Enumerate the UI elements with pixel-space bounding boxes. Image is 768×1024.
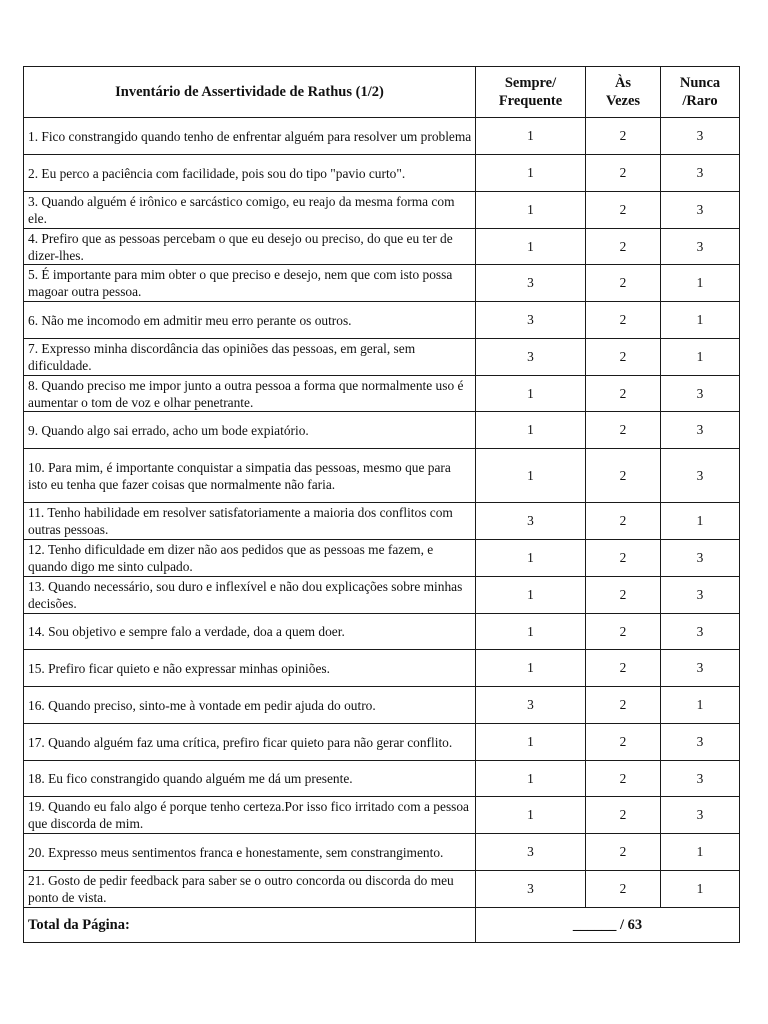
score-nunca: 1: [661, 871, 740, 908]
score-as-vezes: 2: [586, 229, 661, 265]
question-text: 2. Eu perco a paciência com facilidade, pois sou do tipo "pavio curto".: [24, 155, 476, 192]
score-as-vezes: 2: [586, 376, 661, 412]
score-as-vezes: 2: [586, 540, 661, 577]
question-text: 10. Para mim, é importante conquistar a simpatia das pessoas, mesmo que para isto eu tenha que fazer coisas que normalmente não faria.: [24, 449, 476, 503]
score-as-vezes: 2: [586, 834, 661, 871]
question-text: 12. Tenho dificuldade em dizer não aos pedidos que as pessoas me fazem, e quando digo me sinto culpado.: [24, 540, 476, 577]
question-text: 16. Quando preciso, sinto-me à vontade em pedir ajuda do outro.: [24, 687, 476, 724]
table-row: [24, 871, 740, 908]
score-sempre: 1: [476, 540, 586, 577]
score-sempre: 1: [476, 376, 586, 412]
score-nunca: 3: [661, 540, 740, 577]
score-as-vezes: 2: [586, 339, 661, 376]
column-header-sempre-line1: Sempre/: [504, 75, 557, 91]
question-text: 5. É importante para mim obter o que preciso e desejo, nem que com isto possa magoar outra pessoa.: [24, 265, 476, 302]
score-sempre: 3: [476, 687, 586, 724]
score-sempre: 3: [476, 339, 586, 376]
score-nunca: 1: [661, 503, 740, 540]
score-as-vezes: 2: [586, 871, 661, 908]
question-text: 6. Não me incomodo em admitir meu erro perante os outros.: [24, 302, 476, 339]
question-text: 21. Gosto de pedir feedback para saber se o outro concorda ou discorda do meu ponto de vista.: [24, 871, 476, 908]
question-text: 7. Expresso minha discordância das opiniões das pessoas, em geral, sem dificuldade.: [24, 339, 476, 376]
score-sempre: 3: [476, 302, 586, 339]
score-sempre: 1: [476, 650, 586, 687]
score-as-vezes: 2: [586, 724, 661, 761]
score-as-vezes: 2: [586, 577, 661, 614]
score-sempre: 1: [476, 761, 586, 797]
score-as-vezes: 2: [586, 118, 661, 155]
table-row: [24, 412, 740, 449]
score-nunca: 1: [661, 687, 740, 724]
score-nunca: 3: [661, 650, 740, 687]
question-text: 13. Quando necessário, sou duro e inflexível e não dou explicações sobre minhas decisões.: [24, 577, 476, 614]
assertiveness-inventory-table: [23, 66, 740, 943]
column-header-as-vezes-line2: Vezes: [605, 93, 641, 109]
score-nunca: 1: [661, 302, 740, 339]
table-row: [24, 339, 740, 376]
score-nunca: 3: [661, 614, 740, 650]
inventory-title: Inventário de Assertividade de Rathus (1/2): [24, 67, 476, 118]
question-text: 8. Quando preciso me impor junto a outra pessoa a forma que normalmente uso é aumentar o tom de voz e olhar penetrante.: [24, 376, 476, 412]
score-sempre: 1: [476, 577, 586, 614]
score-as-vezes: 2: [586, 449, 661, 503]
score-nunca: 3: [661, 761, 740, 797]
table-row: [24, 155, 740, 192]
score-as-vezes: 2: [586, 503, 661, 540]
table-row: [24, 614, 740, 650]
table-row: [24, 503, 740, 540]
score-nunca: 3: [661, 412, 740, 449]
question-text: 1. Fico constrangido quando tenho de enfrentar alguém para resolver um problema: [24, 118, 476, 155]
score-as-vezes: 2: [586, 155, 661, 192]
table-row: [24, 118, 740, 155]
score-sempre: 1: [476, 412, 586, 449]
score-as-vezes: 2: [586, 412, 661, 449]
score-nunca: 3: [661, 155, 740, 192]
score-sempre: 3: [476, 871, 586, 908]
score-nunca: 1: [661, 265, 740, 302]
table-row: [24, 797, 740, 834]
score-as-vezes: 2: [586, 192, 661, 229]
question-text: 19. Quando eu falo algo é porque tenho certeza.Por isso fico irritado com a pessoa que discorda de mim.: [24, 797, 476, 834]
question-text: 14. Sou objetivo e sempre falo a verdade, doa a quem doer.: [24, 614, 476, 650]
score-sempre: 3: [476, 834, 586, 871]
score-nunca: 3: [661, 192, 740, 229]
column-header-nunca: [661, 67, 740, 118]
score-sempre: 1: [476, 192, 586, 229]
score-sempre: 3: [476, 265, 586, 302]
score-sempre: 1: [476, 449, 586, 503]
question-text: 9. Quando algo sai errado, acho um bode expiatório.: [24, 412, 476, 449]
question-text: 4. Prefiro que as pessoas percebam o que eu desejo ou preciso, do que eu ter de dizer-lhes.: [24, 229, 476, 265]
question-text: 20. Expresso meus sentimentos franca e honestamente, sem constrangimento.: [24, 834, 476, 871]
table-row: [24, 192, 740, 229]
score-nunca: 1: [661, 339, 740, 376]
table-row: [24, 650, 740, 687]
column-header-sempre-line2: Frequente: [498, 93, 563, 109]
question-text: 18. Eu fico constrangido quando alguém me dá um presente.: [24, 761, 476, 797]
score-nunca: 3: [661, 577, 740, 614]
column-header-nunca-line1: Nunca: [679, 75, 721, 91]
question-text: 15. Prefiro ficar quieto e não expressar minhas opiniões.: [24, 650, 476, 687]
score-as-vezes: 2: [586, 761, 661, 797]
score-as-vezes: 2: [586, 302, 661, 339]
table-row: [24, 577, 740, 614]
question-text: 11. Tenho habilidade em resolver satisfatoriamente a maioria dos conflitos com outras pessoas.: [24, 503, 476, 540]
score-as-vezes: 2: [586, 650, 661, 687]
score-nunca: 1: [661, 834, 740, 871]
total-value: ______ / 63: [476, 908, 740, 943]
score-sempre: 3: [476, 503, 586, 540]
score-sempre: 1: [476, 155, 586, 192]
score-sempre: 1: [476, 724, 586, 761]
column-header-as-vezes: [586, 67, 661, 118]
column-header-sempre: [476, 67, 586, 118]
score-as-vezes: 2: [586, 797, 661, 834]
score-sempre: 1: [476, 118, 586, 155]
question-text: 3. Quando alguém é irônico e sarcástico comigo, eu reajo da mesma forma com ele.: [24, 192, 476, 229]
score-sempre: 1: [476, 614, 586, 650]
score-nunca: 3: [661, 229, 740, 265]
score-sempre: 1: [476, 797, 586, 834]
score-nunca: 3: [661, 724, 740, 761]
table-row: [24, 229, 740, 265]
score-sempre: 1: [476, 229, 586, 265]
table-row: [24, 376, 740, 412]
total-label: Total da Página:: [24, 908, 476, 943]
score-as-vezes: 2: [586, 265, 661, 302]
score-nunca: 3: [661, 797, 740, 834]
table-row: [24, 302, 740, 339]
table-row: [24, 540, 740, 577]
table-row: [24, 724, 740, 761]
table-row: [24, 834, 740, 871]
score-as-vezes: 2: [586, 614, 661, 650]
score-nunca: 3: [661, 118, 740, 155]
total-row: [24, 908, 740, 943]
table-row: [24, 687, 740, 724]
column-header-as-vezes-line1: Às: [614, 75, 632, 91]
score-nunca: 3: [661, 376, 740, 412]
table-row: [24, 265, 740, 302]
score-nunca: 3: [661, 449, 740, 503]
column-header-nunca-line2: /Raro: [682, 93, 718, 109]
table-row: [24, 761, 740, 797]
score-as-vezes: 2: [586, 687, 661, 724]
table-header-row: [24, 67, 740, 118]
table-row: [24, 449, 740, 503]
question-text: 17. Quando alguém faz uma crítica, prefiro ficar quieto para não gerar conflito.: [24, 724, 476, 761]
